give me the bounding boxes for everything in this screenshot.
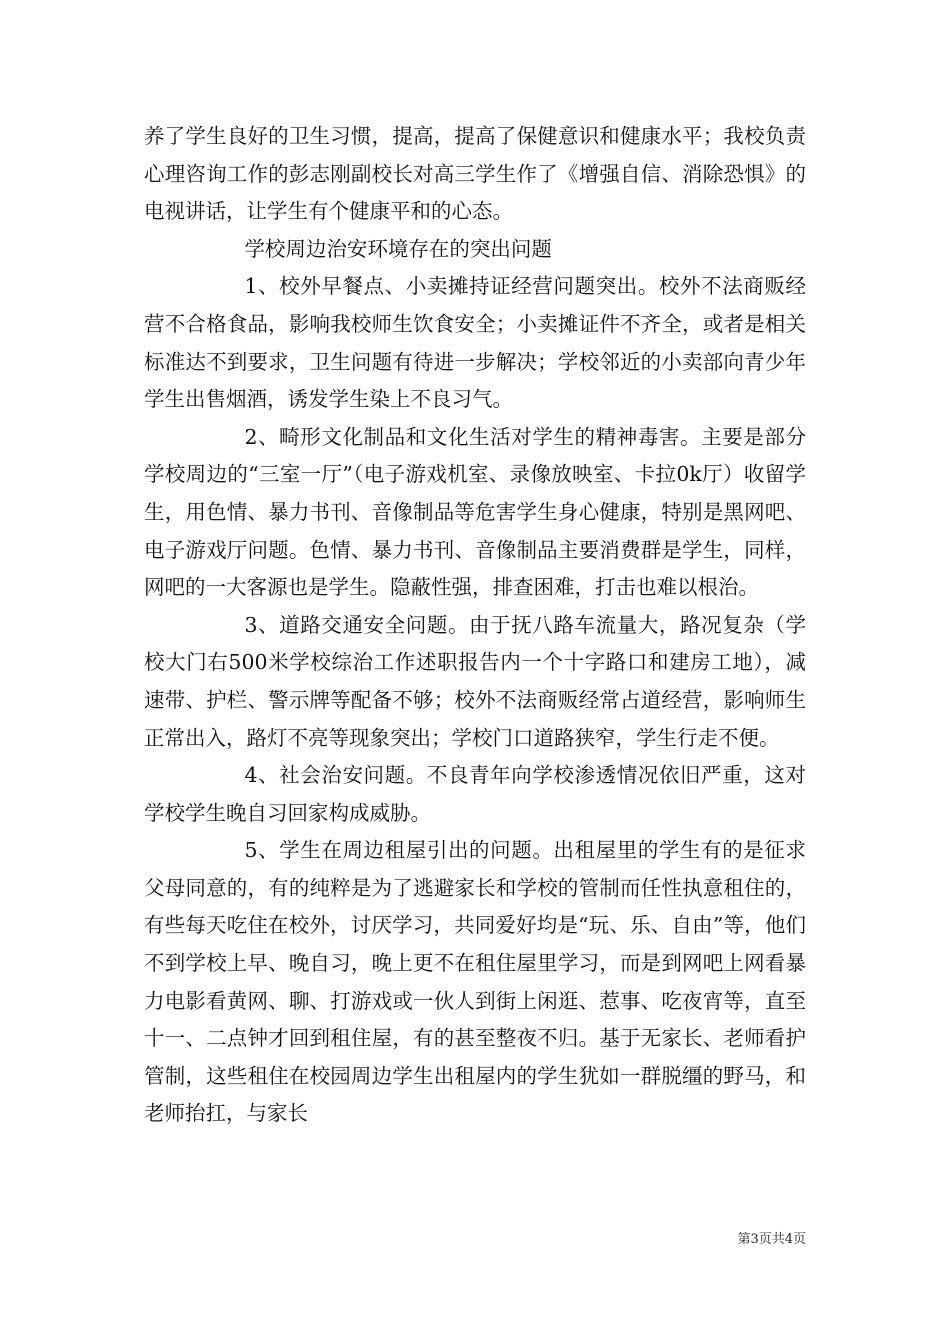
paragraph-continuation: 养了学生良好的卫生习惯，提高，提高了保健意识和健康水平；我校负责心理咨询工作的彭志刚副校长对高三学生作了《增强自信、消除恐惧》的电视讲话，让学生有个健康平和的心态。: [144, 124, 806, 224]
paragraph-item-1: 1、校外早餐点、小卖摊持证经营问题突出。校外不法商贩经营不合格食品，影响我校师生饮食安全；小卖摊证件不齐全，或者是相关标准达不到要求，卫生问题有待进一步解决；学校邻近的小卖部向青少年学生出售烟酒，诱发学生染上不良习气。: [144, 274, 806, 412]
paragraph-item-4: 4、社会治安问题。不良青年向学校渗透情况依旧严重，这对学校学生晚自习回家构成威胁。: [144, 763, 806, 825]
paragraph-item-2: 2、畸形文化制品和文化生活对学生的精神毒害。主要是部分学校周边的“三室一厅”（电子游戏机室、录像放映室、卡拉0k厅）收留学生，用色情、暴力书刊、音像制品等危害学生身心健康，特别是黑网吧、电子游戏厅问题。色情、暴力书刊、音像制品主要消费群是学生，同样，网吧的一大客源也是学生。隐蔽性强，排查困难，打击也难以根治。: [144, 424, 806, 600]
document-body: [144, 118, 806, 1133]
section-heading: 学校周边治安环境存在的突出问题: [244, 236, 552, 261]
paragraph-item-3: 3、道路交通安全问题。由于抚八路车流量大，路况复杂（学校大门右500米学校综治工作述职报告内一个十字路口和建房工地），减速带、护栏、警示牌等配备不够；校外不法商贩经常占道经营，影响师生正常出入，路灯不亮等现象突出；学校门口道路狭窄，学生行走不便。: [144, 612, 806, 750]
paragraph-item-5: 5、学生在周边租屋引出的问题。出租屋里的学生有的是征求父母同意的，有的纯粹是为了逃避家长和学校的管制而任性执意租住的，有些每天吃住在校外，讨厌学习，共同爱好均是“玩、乐、自由”等，他们不到学校上早、晚自习，晚上更不在租住屋里学习，而是到网吧上网看暴力电影看黄网、聊、打游戏或一伙人到街上闲逛、惹事、吃夜宵等，直至十一、二点钟才回到租住屋，有的甚至整夜不归。基于无家长、老师看护管制，这些租住在校园周边学生出租屋内的学生犹如一群脱缰的野马，和老师抬扛，与家长: [144, 838, 806, 1126]
page-footer: 第3页共4页: [737, 1232, 806, 1247]
